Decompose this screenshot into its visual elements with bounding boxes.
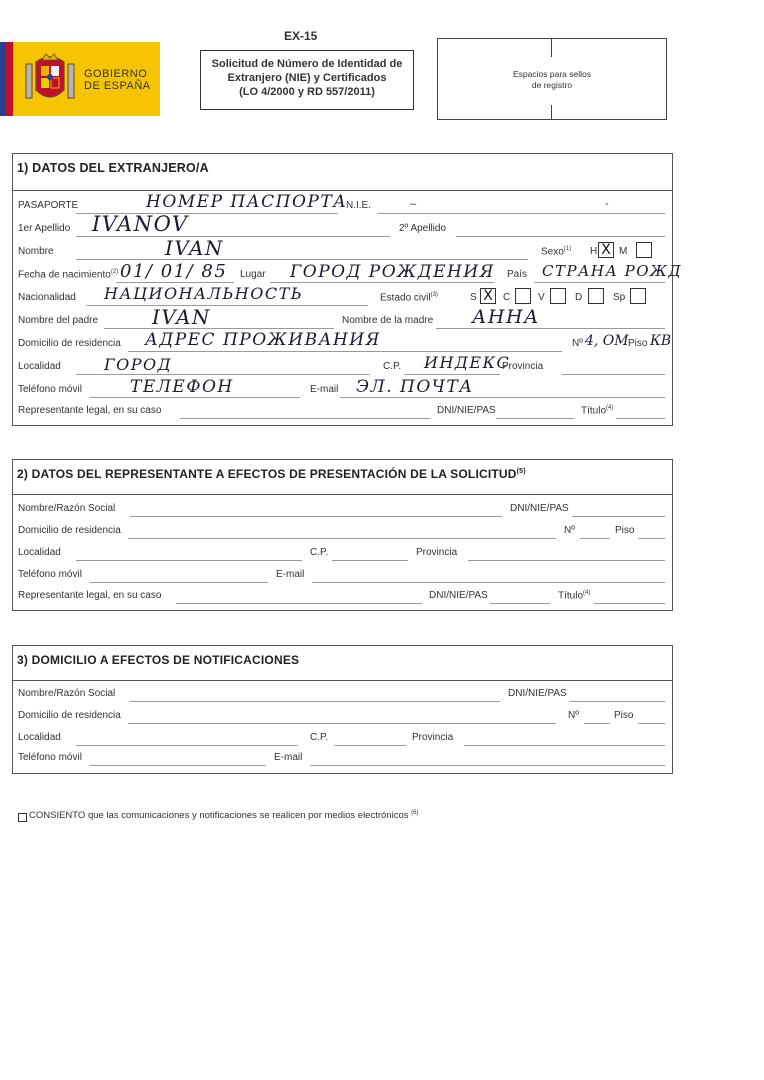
form-title-line-3: (LO 4/2000 y RD 557/2011) <box>239 86 375 98</box>
line-nacionalidad[interactable] <box>86 305 368 306</box>
value-telefono: ТЕЛЕФОН <box>130 377 234 397</box>
s3-label-email: E-mail <box>274 752 303 763</box>
value-fecha-nacimiento: 01/ 01/ 85 <box>120 261 228 282</box>
value-pais: СТРАНА РОЖД <box>542 262 683 280</box>
value-nombre-madre: АННА <box>472 306 540 328</box>
line-pais[interactable] <box>534 282 665 283</box>
s3-label-numero: Nº <box>568 710 579 721</box>
label-provincia: Provincia <box>502 361 544 372</box>
label-telefono: Teléfono móvil <box>18 384 82 395</box>
value-nombre-padre: IVAN <box>152 305 211 329</box>
coat-of-arms-icon <box>22 50 78 108</box>
line-apellido-1[interactable] <box>76 236 390 237</box>
s2-label-representante: Representante legal, en su caso <box>18 590 162 601</box>
label-nombre-madre: Nombre de la madre <box>342 315 434 326</box>
s2-line-localidad[interactable] <box>76 560 302 561</box>
s3-label-dni: DNI/NIE/PAS <box>508 688 567 699</box>
s2-label-cp: C.P. <box>310 547 329 558</box>
value-apellido-1: IVANOV <box>92 212 189 236</box>
label-cp: C.P. <box>383 361 402 372</box>
s2-label-provincia: Provincia <box>416 547 458 558</box>
stamp-tick-bottom <box>551 105 552 119</box>
label-fecha-nacimiento: Fecha de nacimiento$^{(2)}$ <box>18 269 119 281</box>
section-2-title: 2) DATOS DEL REPRESENTANTE A EFECTOS DE PRESENTACIÓN DE LA SOLICITUD$^{(5)}$ <box>17 467 526 481</box>
value-localidad: ГОРОД <box>104 355 173 374</box>
value-email: ЭЛ. ПОЧТА <box>356 377 474 397</box>
s2-label-telefono: Teléfono móvil <box>18 569 82 580</box>
label-sexo: Sexo$^{(1)}$ <box>541 246 572 258</box>
s3-line-email[interactable] <box>310 765 665 766</box>
s2-line-numero[interactable] <box>580 538 610 539</box>
consent-checkbox[interactable] <box>18 813 27 822</box>
label-nombre-padre: Nombre del padre <box>18 315 99 326</box>
value-nombre: IVAN <box>165 236 224 260</box>
s3-line-cp[interactable] <box>334 745 406 746</box>
section-3-title: 3) DOMICILIO A EFECTOS DE NOTIFICACIONES <box>17 653 300 667</box>
stamp-text-2: de registro <box>531 80 573 90</box>
line-fecha-nacimiento[interactable] <box>116 282 234 283</box>
line-telefono[interactable] <box>90 397 300 398</box>
form-title-line-2: Extranjero (NIE) y Certificados <box>227 72 387 84</box>
s2-label-domicilio: Domicilio de residencia <box>18 525 121 536</box>
line-lugar[interactable] <box>270 282 494 283</box>
label-titulo: Título$^{(4)}$ <box>581 405 614 417</box>
line-domicilio[interactable] <box>128 351 562 352</box>
label-nacionalidad: Nacionalidad <box>18 292 76 303</box>
s3-line-domicilio[interactable] <box>128 723 556 724</box>
stamp-text-1: Espacios para sellos <box>513 69 591 79</box>
label-ec-d: D <box>575 292 583 303</box>
value-numero: 4, ОМ <box>585 333 629 349</box>
s3-line-provincia[interactable] <box>464 745 665 746</box>
s3-line-razon[interactable] <box>130 701 500 702</box>
line-dni[interactable] <box>496 418 574 419</box>
checkbox-ec-s[interactable]: X <box>480 288 496 304</box>
value-cp: ИНДЕКС <box>424 353 511 372</box>
nie-separator-1: – <box>410 198 417 210</box>
label-estado-civil: Estado civil$^{(3)}$ <box>380 292 438 304</box>
s3-label-cp: C.P. <box>310 732 329 743</box>
checkbox-sexo-m[interactable] <box>636 242 652 258</box>
stamp-tick-top <box>551 39 552 57</box>
label-email: E-mail <box>310 384 339 395</box>
logo-gobierno <box>0 42 160 116</box>
label-pasaporte: PASAPORTE <box>18 200 79 211</box>
label-sexo-m: M <box>619 246 628 257</box>
label-piso: Piso <box>628 338 648 349</box>
line-email[interactable] <box>340 397 665 398</box>
s2-line-titulo[interactable] <box>594 603 665 604</box>
line-provincia[interactable] <box>562 374 665 375</box>
s2-label-localidad: Localidad <box>18 547 61 558</box>
s3-label-domicilio: Domicilio de residencia <box>18 710 121 721</box>
line-nie[interactable] <box>378 213 665 214</box>
s2-line-razon[interactable] <box>130 516 502 517</box>
consent-text: CONSIENTO que las comunicaciones y notificaciones se realicen por medios electrónicos $^{(6)}$ <box>29 810 419 822</box>
checkbox-sexo-h[interactable]: X <box>598 242 614 258</box>
line-cp[interactable] <box>404 374 500 375</box>
s3-line-localidad[interactable] <box>76 745 298 746</box>
label-lugar: Lugar <box>240 269 266 280</box>
logo-text-gobierno: GOBIERNO <box>84 68 148 80</box>
s2-line-provincia[interactable] <box>468 560 665 561</box>
value-piso: КВ <box>650 333 672 349</box>
label-ec-s: S <box>470 292 477 303</box>
section-3-title-divider <box>13 680 672 681</box>
label-ec-sp: Sp <box>613 292 626 303</box>
section-1-title-divider <box>13 190 672 191</box>
form-title-line-1: Solicitud de Número de Identidad de <box>211 58 403 70</box>
s2-label-titulo: Título$^{(4)}$ <box>558 590 591 602</box>
s2-label-email: E-mail <box>276 569 305 580</box>
label-dni: DNI/NIE/PAS <box>437 405 496 416</box>
label-numero: Nº <box>572 338 583 349</box>
s3-label-telefono: Teléfono móvil <box>18 752 82 763</box>
logo-text-espana: DE ESPAÑA <box>84 80 151 92</box>
s3-label-razon: Nombre/Razón Social <box>18 688 116 699</box>
stamp-box <box>437 38 667 120</box>
s2-label-dni: DNI/NIE/PAS <box>510 503 569 514</box>
s2-line-domicilio[interactable] <box>128 538 556 539</box>
line-titulo[interactable] <box>616 418 665 419</box>
s2-line-piso[interactable] <box>638 538 665 539</box>
label-apellido-2: 2º Apellido <box>399 223 447 234</box>
value-nacionalidad: НАЦИОНАЛЬНОСТЬ <box>104 284 304 303</box>
form-title-box <box>200 50 414 110</box>
s3-line-telefono[interactable] <box>90 765 266 766</box>
s2-line-cp[interactable] <box>332 560 408 561</box>
s2-label-razon: Nombre/Razón Social <box>18 503 116 514</box>
s3-line-dni[interactable] <box>570 701 665 702</box>
s3-label-piso: Piso <box>614 710 634 721</box>
s2-line-dni-2[interactable] <box>490 603 550 604</box>
s2-label-piso: Piso <box>615 525 635 536</box>
checkbox-ec-v[interactable] <box>550 288 566 304</box>
s3-line-piso[interactable] <box>638 723 665 724</box>
form-code: EX-15 <box>284 29 318 43</box>
label-nie: N.I.E. <box>346 200 372 211</box>
logo-flag-strip <box>0 42 13 116</box>
line-nombre-madre[interactable] <box>436 328 665 329</box>
s2-line-dni[interactable] <box>572 516 665 517</box>
label-sexo-h: H <box>590 246 598 257</box>
label-representante: Representante legal, en su caso <box>18 405 162 416</box>
s2-line-telefono[interactable] <box>90 582 268 583</box>
checkbox-ec-c[interactable] <box>515 288 531 304</box>
section-2-title-divider <box>13 494 672 495</box>
line-nombre-padre[interactable] <box>104 328 334 329</box>
label-ec-c: C <box>503 292 511 303</box>
s3-line-numero[interactable] <box>584 723 610 724</box>
s2-label-dni-2: DNI/NIE/PAS <box>429 590 488 601</box>
label-nombre: Nombre <box>18 246 54 257</box>
checkbox-ec-sp[interactable] <box>630 288 646 304</box>
label-apellido-1: 1er Apellido <box>18 223 71 234</box>
label-domicilio: Domicilio de residencia <box>18 338 121 349</box>
line-apellido-2[interactable] <box>456 236 665 237</box>
label-pais: País <box>507 269 528 280</box>
section-1-title: 1) DATOS DEL EXTRANJERO/A <box>17 161 209 175</box>
line-representante[interactable] <box>180 418 430 419</box>
value-lugar: ГОРОД РОЖДЕНИЯ <box>290 262 495 282</box>
line-nombre[interactable] <box>76 259 528 260</box>
s2-line-email[interactable] <box>312 582 665 583</box>
s2-line-representante[interactable] <box>176 603 422 604</box>
s3-label-localidad: Localidad <box>18 732 61 743</box>
s2-label-numero: Nº <box>564 525 575 536</box>
line-localidad[interactable] <box>76 374 370 375</box>
label-ec-v: V <box>538 292 545 303</box>
checkbox-ec-d[interactable] <box>588 288 604 304</box>
value-domicilio: АДРЕС ПРОЖИВАНИЯ <box>145 330 381 350</box>
s3-label-provincia: Provincia <box>412 732 454 743</box>
label-localidad: Localidad <box>18 361 61 372</box>
nie-separator-2: - <box>605 198 609 210</box>
value-pasaporte: НОМЕР ПАСПОРТА <box>146 192 348 212</box>
